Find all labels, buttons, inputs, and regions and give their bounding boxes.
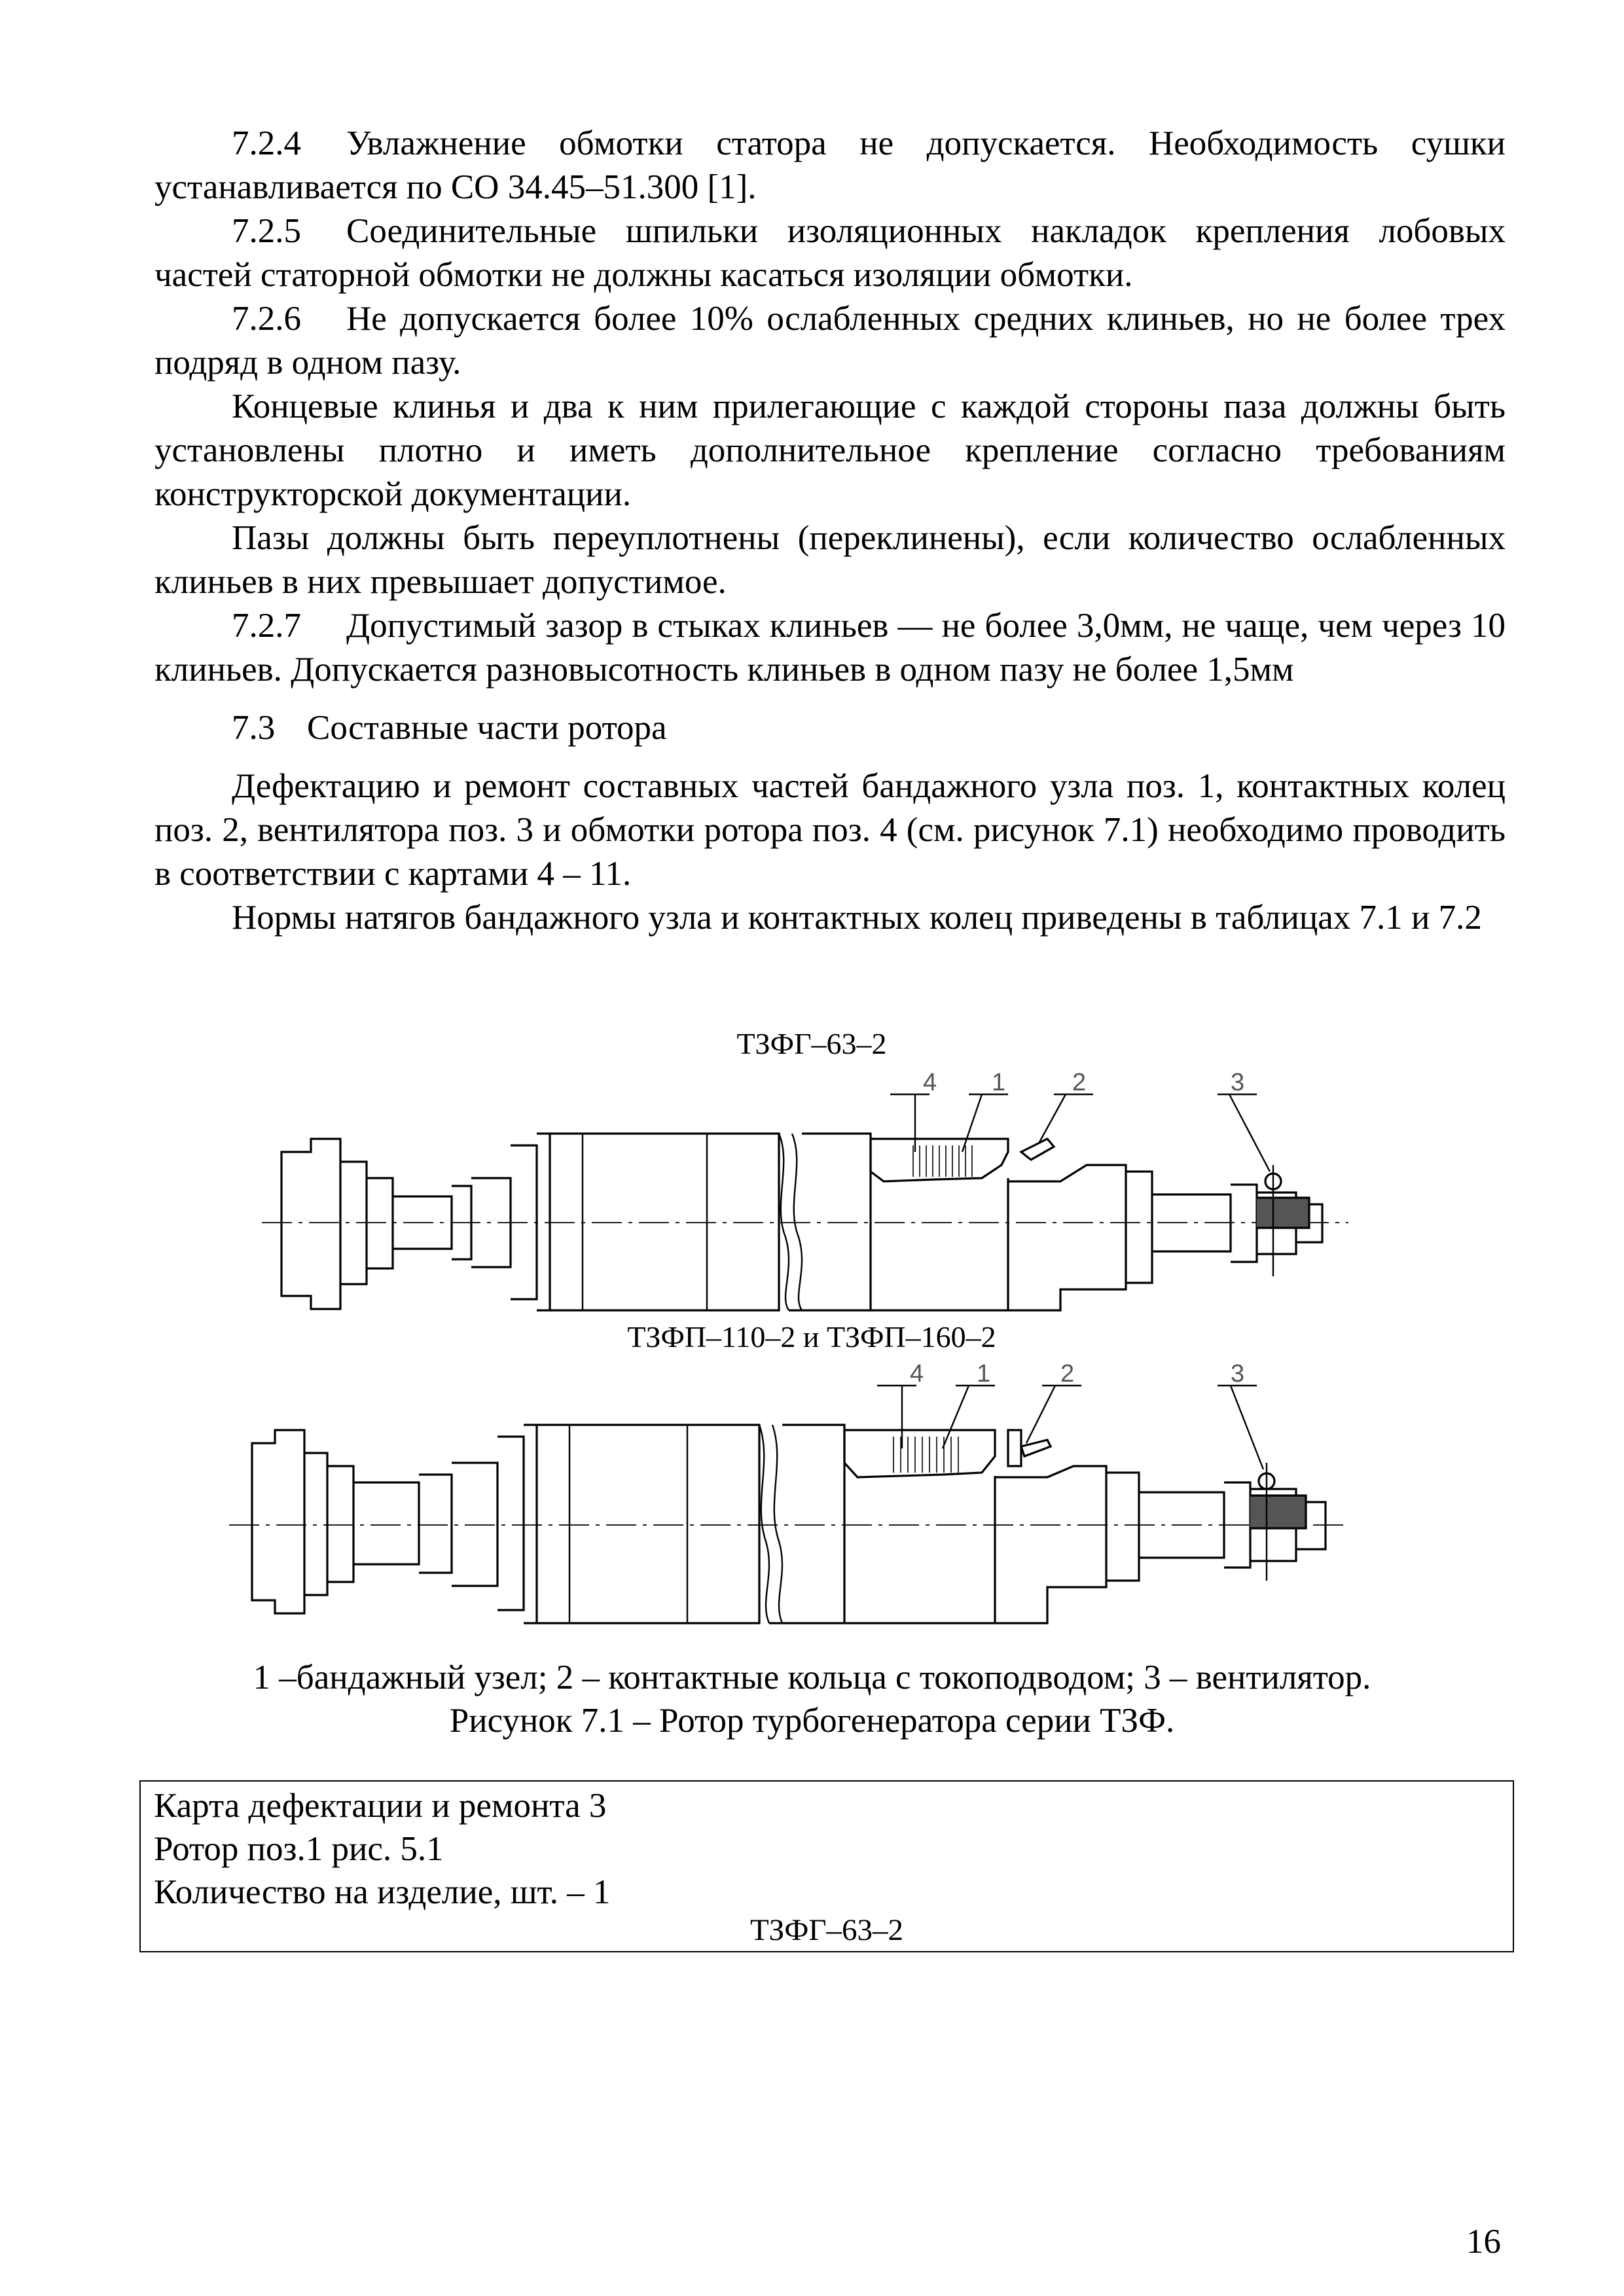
paragraph-slots: Пазы должны быть переуплотнены (переклинены), если количество ослабленных клиньев в них превышает допустимое.: [154, 519, 1506, 601]
callout-3-top: 3: [1231, 1069, 1245, 1096]
paragraph-7-2-6: 7.2.6 Не допускается более 10% ослабленных средних клиньев, но не более трех подряд в одном пазу.: [154, 300, 1506, 382]
paragraph-end-wedges: Концевые клинья и два к ним прилегающие с каждой стороны паза должны быть установлены плотно и иметь дополнительное крепление согласно требованиям конструкторской документации.: [154, 387, 1506, 513]
figure-bottom-title: ТЗФП–110–2 и ТЗФП–160–2: [627, 1320, 996, 1354]
callout-4-bottom: 4: [910, 1360, 924, 1388]
paragraph-interference-norms: Нормы натягов бандажного узла и контактных колец приведены в таблицах 7.1 и 7.2: [232, 899, 1482, 937]
card-model: ТЗФГ–63–2: [749, 1913, 904, 1947]
figure-caption: [0, 1656, 1624, 1742]
paragraph-7-2-5: 7.2.5 Соединительные шпильки изоляционных накладок крепления лобовых частей статорной обмотки не должны касаться изоляции обмотки.: [154, 212, 1506, 294]
rotor-drawing-bottom: [0, 1360, 1624, 1640]
paragraph-7-2-7: 7.2.7 Допустимый зазор в стыках клиньев — не более 3,0мм, не чаще, чем через 10 клиньев. Допускается разновысотность клиньев в одном пазу не более 1,5мм: [154, 607, 1506, 689]
page-number: 16: [1466, 2223, 1501, 2261]
card-part: Ротор поз.1 рис. 5.1: [154, 1830, 444, 1868]
section-heading-7-3: 7.3 Составные части ротора: [232, 709, 667, 747]
paragraph-7-2-4: 7.2.4 Увлажнение обмотки статора не допускается. Необходимость сушки устанавливается по СО 34.45–51.300 [1].: [154, 124, 1506, 206]
defect-card-box: [139, 1780, 1514, 1952]
figure-legend: 1 –бандажный узел; 2 – контактные кольца с токоподводом; 3 – вентилятор.: [253, 1659, 1371, 1696]
callout-2-top: 2: [1072, 1069, 1087, 1096]
callout-1-top: 1: [992, 1069, 1006, 1096]
paragraph-defect-repair: Дефектацию и ремонт составных частей бандажного узла поз. 1, контактных колец поз. 2, вентилятора поз. 3 и обмотки ротора поз. 4 (см. рисунок 7.1) необходимо проводить в соответствии с картами 4 – 11.: [154, 767, 1506, 893]
callout-4-top: 4: [923, 1069, 937, 1096]
rotor-drawing-top: [0, 1069, 1624, 1335]
body-text: [154, 122, 1506, 940]
card-title: Карта дефектации и ремонта 3: [154, 1787, 607, 1825]
figure-title: Рисунок 7.1 – Ротор турбогенератора серии ТЗФ.: [449, 1702, 1175, 1740]
callout-3-bottom: 3: [1231, 1360, 1245, 1388]
callout-2-bottom: 2: [1060, 1360, 1075, 1388]
callout-1-bottom: 1: [977, 1360, 991, 1388]
card-quantity: Количество на изделие, шт. – 1: [154, 1873, 611, 1911]
figure-top-title: ТЗФГ–63–2: [736, 1027, 887, 1060]
